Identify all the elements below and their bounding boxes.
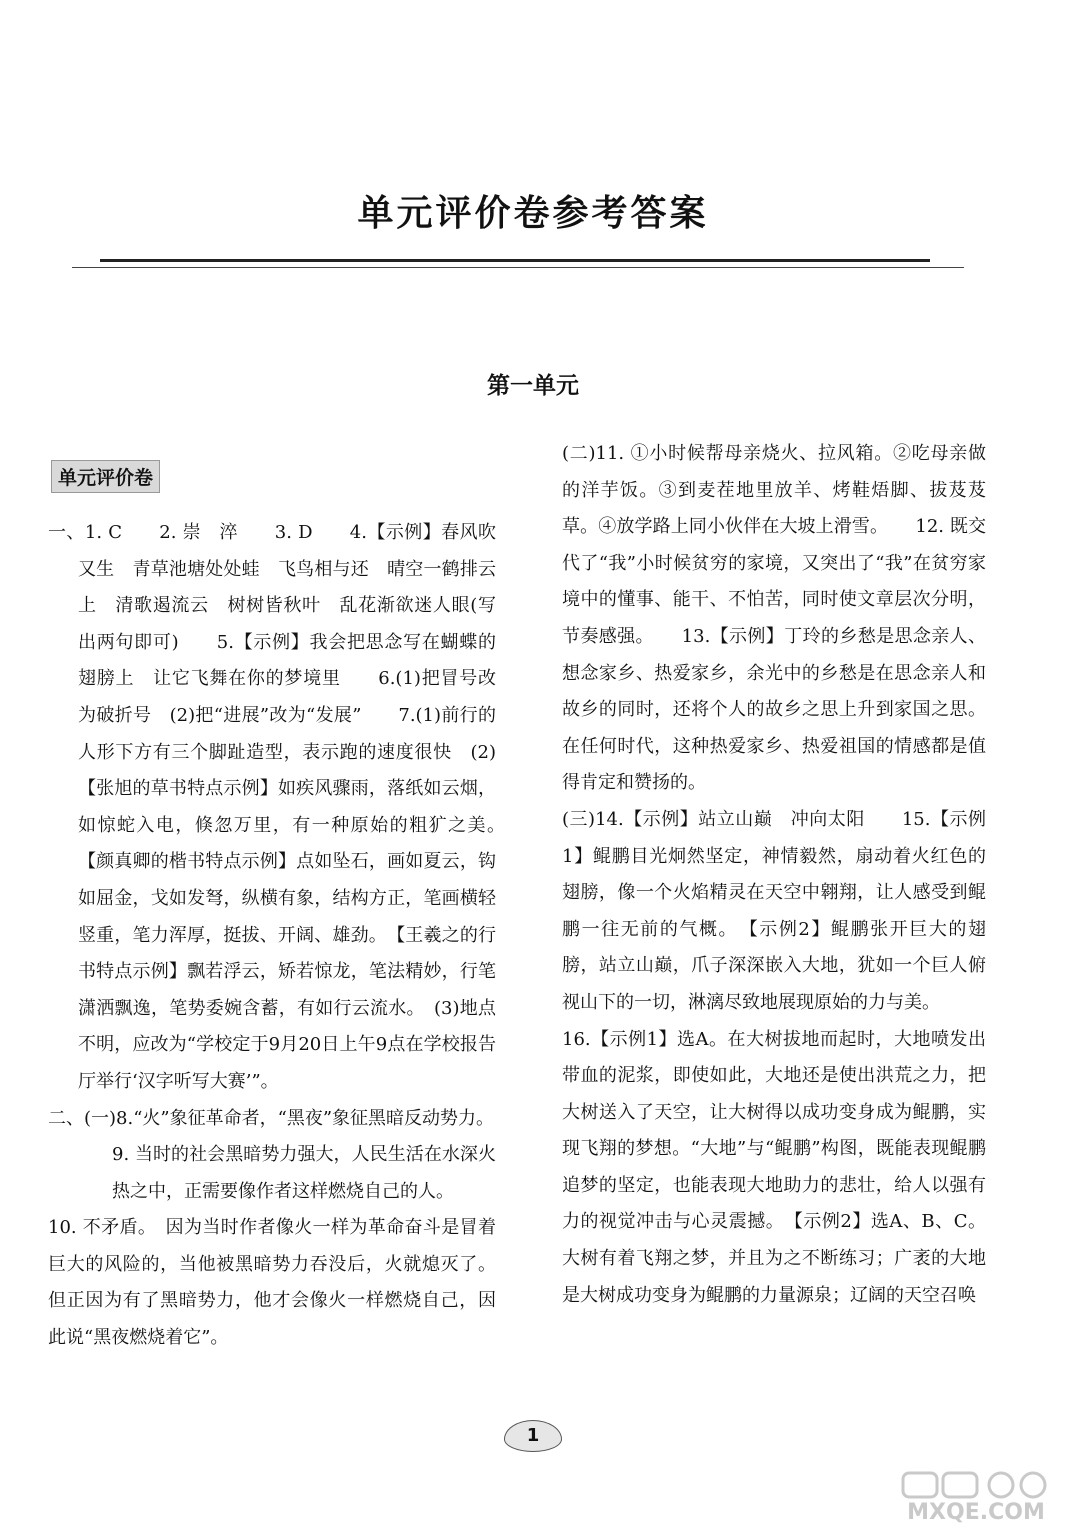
left-column — [48, 515, 514, 1357]
watermark-logo-icon — [901, 1470, 1051, 1500]
answer-section-2: (二)11. ①小时候帮母亲烧火、拉风箱。②吃母亲做的洋芋饭。③到麦茬地里放羊、烤鞋焐脚、拔芨芨草。④放学路上同小伙伴在大坡上滑雪。 12. 既交代了“我”小时候贫穷的家境，又突出了“我”在贫穷家境中的懂事、能干、不怕苦，同时使文章层次分明，节奏感强。 13.【示例】丁玲的乡愁是思念亲人、想念家乡、热爱家乡，余光中的乡愁是在思念亲人和故乡的同时，还将个人的故乡之思上升到家国之思。在任何时代，这种热爱家乡、热爱祖国的情感都是值得肯定和赞扬的。 — [562, 443, 986, 794]
page-number: 1 — [504, 1420, 562, 1452]
watermark-text: MXQE.COM — [907, 1500, 1045, 1525]
answer-q9: 9. 当时的社会黑暗势力强大，人民生活在水深火热之中，正需要像作者这样燃烧自己的人。 — [112, 1144, 496, 1202]
watermark — [896, 1470, 1056, 1530]
title-rule-thick — [100, 259, 930, 262]
answer-part-2-q8: 二、(一)8.“火”象征革命者，“黑夜”象征黑暗反动势力。 — [48, 1107, 495, 1129]
answer-section-3: (三)14.【示例】站立山巅 冲向太阳 15.【示例1】鲲鹏目光炯然坚定，神情毅然，扇动着火红色的翅膀，像一个火焰精灵在天空中翱翔，让人感受到鲲鹏一往无前的气概。 【示例2】鲲鹏张开巨大的翅膀，站立山巅，爪子深深嵌入大地，犹如一个巨人俯视山下的一切，淋漓尽致地展现原始的力与美。 — [562, 808, 986, 1013]
page-title: 单元评价卷参考答案 — [357, 193, 709, 234]
section-tag: 单元评价卷 — [51, 460, 160, 493]
answer-part-1: 一、1. C 2. 崇 淬 3. D 4.【示例】春风吹又生 青草池塘处处蛙 飞鸟相与还 晴空一鹤排云上 清歌遏流云 树树皆秋叶 乱花渐欲迷人眼(写出两句即可) 5.【示例】我会把思念写在蝴蝶的翅膀上 让它飞舞在你的梦境里 6.(1)把冒号改为破折号 (2)把“进展”改为“发展” 7.(1)前行的人形下方有三个脚趾造型，表示跑的速度很快 (2)【张旭的草书特点示例】如疾风骤雨，落纸如云烟，如惊蛇入电，倏忽万里，有一种原始的粗犷之美。 【颜真卿的楷书特点示例】点如坠石，画如夏云，钩如屈金，戈如发弩，纵横有象，结构方正，笔画横轻竖重，笔力浑厚，挺拔、开阔、雄劲。 【王羲之的行书特点示例】飘若浮云，矫若惊龙，笔法精妙，行笔潇洒飘逸，笔势委婉含蓄，有如行云流水。 (3)地点不明，应改为“学校定于9月20日上午9点在学校报告厅举行‘汉字听写大赛’”。 — [48, 522, 514, 1092]
answer-q10: 10. 不矛盾。 因为当时作者像火一样为革命奋斗是冒着巨大的风险的，当他被黑暗势力吞没后，火就熄灭了。但正因为有了黑暗势力，他才会像火一样燃烧自己，因此说“黑夜燃烧着它”。 — [48, 1217, 496, 1349]
page-footer — [0, 1420, 1066, 1452]
title-rule-thin — [72, 267, 964, 268]
answer-q16: 16.【示例1】选A。在大树拔地而起时，大地喷发出带血的泥浆，即使如此，大地还是使出洪荒之力，把大树送入了天空，让大树得以成功变身成为鲲鹏，实现飞翔的梦想。“大地”与“鲲鹏”构图，既能表现鲲鹏追梦的坚定，也能表现大地助力的悲壮，给人以强有力的视觉冲击与心灵震撼。 【示例2】选A、B、C。大树有着飞翔之梦，并且为之不断练习；广袤的大地是大树成功变身为鲲鹏的力量源泉；辽阔的天空召唤 — [562, 1028, 986, 1306]
right-column — [562, 436, 986, 1314]
unit-heading: 第一单元 — [487, 373, 579, 399]
